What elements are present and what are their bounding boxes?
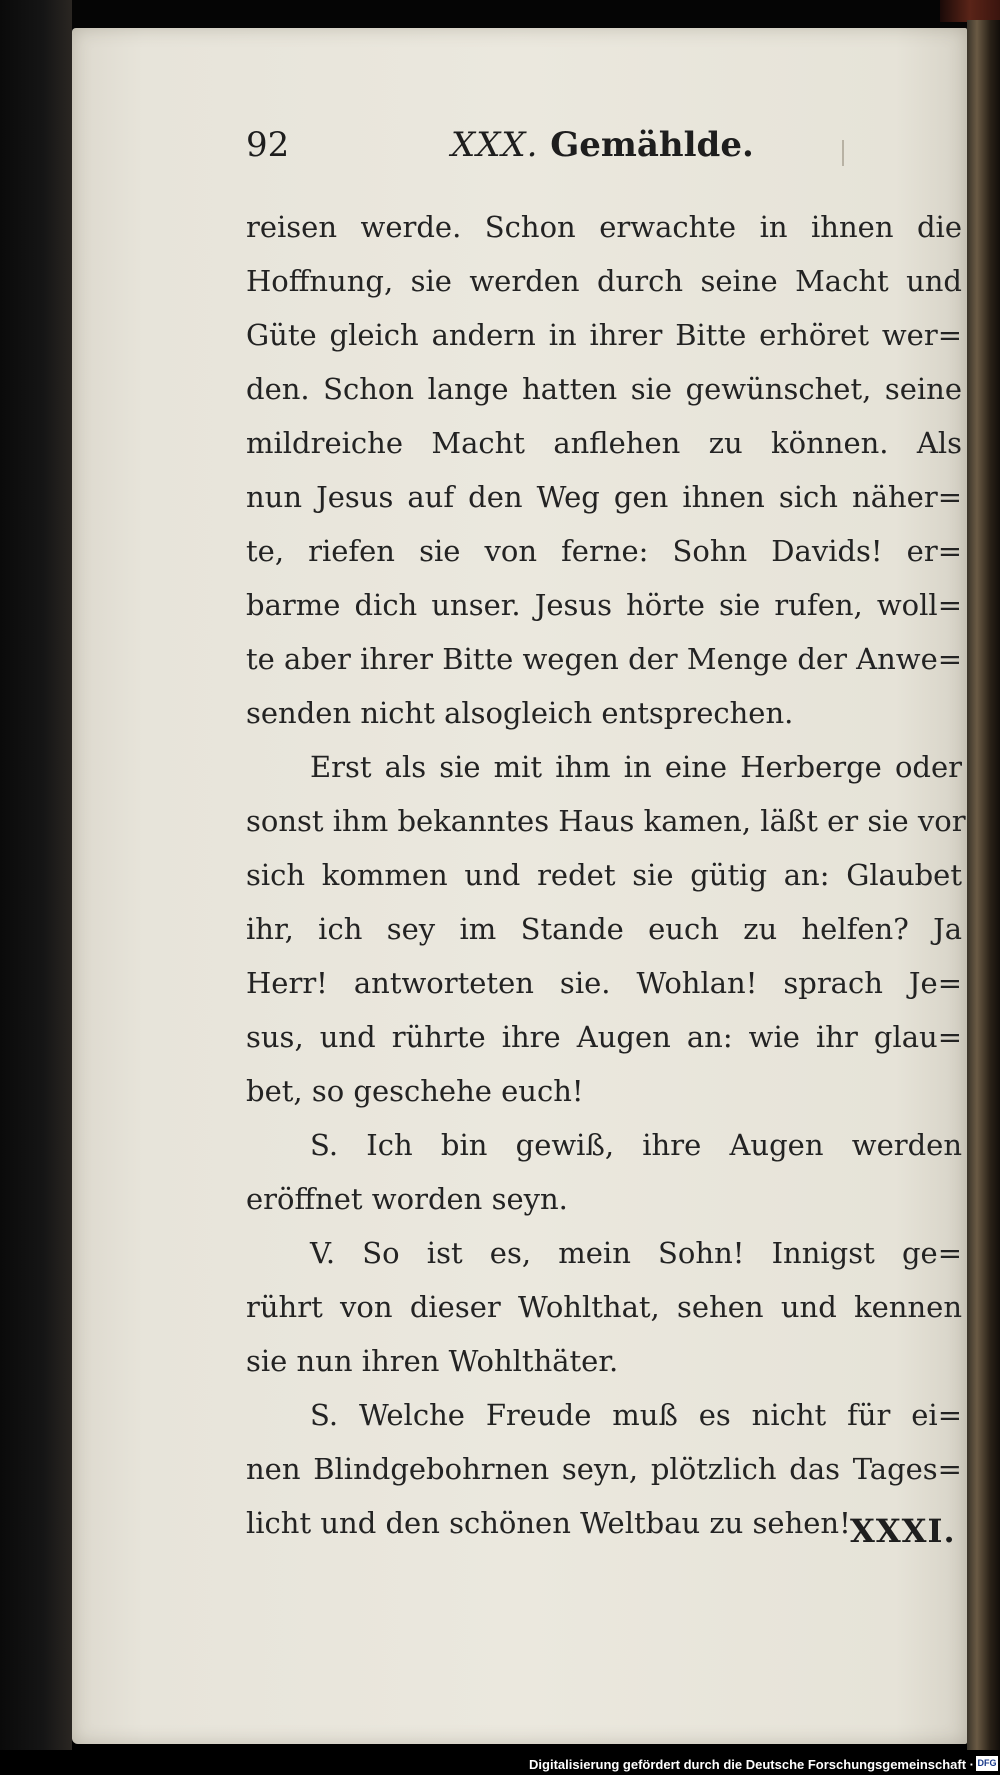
text-line: licht und den schönen Weltbau zu sehen!: [246, 1506, 851, 1540]
text-line: senden nicht alsogleich entsprechen.: [246, 696, 794, 730]
text-line: rührt von dieser Wohlthat, sehen und kennen: [246, 1290, 962, 1324]
catchword: XXXI.: [850, 1512, 956, 1550]
dfg-logo: DFG: [976, 1756, 998, 1771]
running-title: [451, 125, 754, 165]
text-line: barme dich unser. Jesus hörte sie rufen, woll=: [246, 588, 962, 622]
text-line: te, riefen sie von ferne: Sohn Davids! er=: [246, 534, 962, 568]
text-line: Herr! antworteten sie. Wohlan! sprach Je=: [246, 966, 962, 1000]
body-text: [246, 200, 966, 1550]
text-line: Güte gleich andern in ihrer Bitte erhöret wer=: [246, 318, 962, 352]
text-line: bet, so geschehe euch!: [246, 1074, 584, 1108]
text-line: nen Blindgebohrnen seyn, plötzlich das Tages=: [246, 1452, 962, 1486]
book-gutter: [0, 0, 72, 1775]
text-line: mildreiche Macht anflehen zu können. Als: [246, 426, 962, 460]
text-line: Hoffnung, sie werden durch seine Macht und: [246, 264, 962, 298]
book-cover-corner: [940, 0, 1000, 22]
title-numeral: XXX.: [451, 125, 539, 165]
top-shadow: [0, 0, 1000, 30]
text-line: den. Schon lange hatten sie gewünschet, seine: [246, 372, 962, 406]
running-header: [246, 125, 766, 175]
text-line: sich kommen und redet sie gütig an: Glaubet: [246, 858, 962, 892]
text-line: sie nun ihren Wohlthäter.: [246, 1344, 619, 1378]
text-line: reisen werde. Schon erwachte in ihnen die: [246, 210, 962, 244]
text-line: sus, und rührte ihre Augen an: wie ihr glau=: [246, 1020, 962, 1054]
title-word: Gemählde.: [550, 125, 754, 165]
text-line: ihr, ich sey im Stande euch zu helfen? Ja: [246, 912, 962, 946]
text-line: sonst ihm bekanntes Haus kamen, läßt er sie vor: [246, 804, 966, 838]
digitization-credit: Digitalisierung gefördert durch die Deutsche Forschungsgemeinschaft ·: [529, 1757, 974, 1772]
speaker-line: S. Welche Freude muß es nicht für ei=: [310, 1398, 962, 1432]
text-line: te aber ihrer Bitte wegen der Menge der Anwe=: [246, 642, 963, 676]
text-line: nun Jesus auf den Weg gen ihnen sich näher=: [246, 480, 962, 514]
text-line: Erst als sie mit ihm in eine Herberge oder: [310, 750, 962, 784]
speaker-line: S. Ich bin gewiß, ihre Augen werden: [310, 1128, 962, 1162]
page-number: 92: [246, 125, 290, 165]
text-line: eröffnet worden seyn.: [246, 1182, 568, 1216]
page-edge: [967, 20, 1000, 1750]
speaker-line: V. So ist es, mein Sohn! Innigst ge=: [310, 1236, 962, 1270]
paper-mark: [842, 140, 844, 166]
